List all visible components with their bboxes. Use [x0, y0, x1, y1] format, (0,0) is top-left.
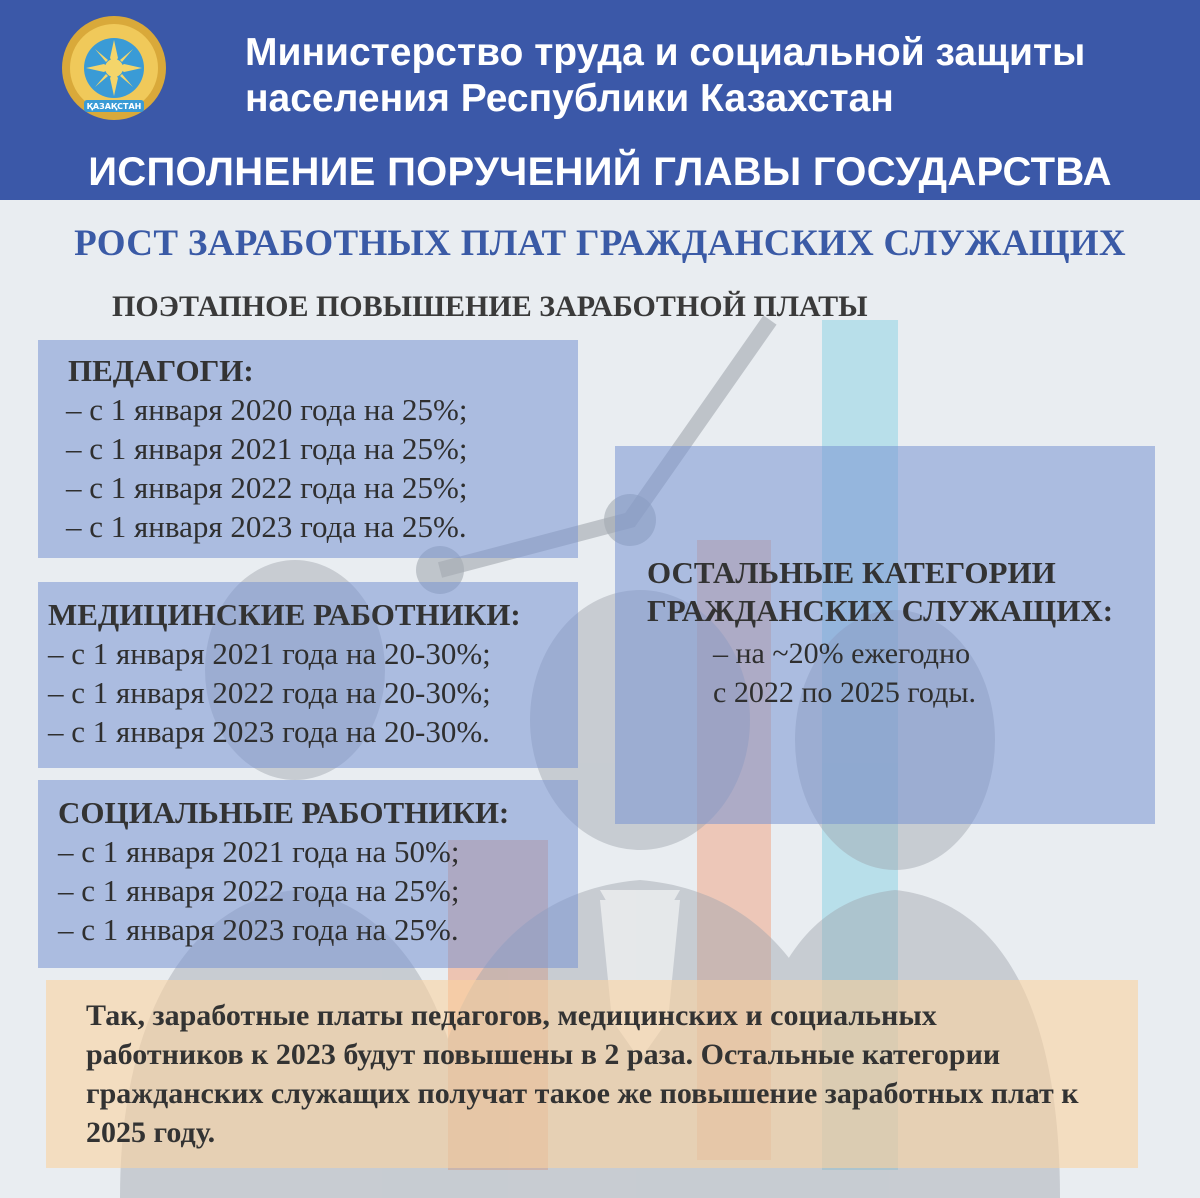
- list-item: – с 1 января 2022 года на 25%;: [66, 470, 468, 505]
- list-item: – с 1 января 2023 года на 25%.: [66, 509, 467, 544]
- list-item: – с 1 января 2021 года на 50%;: [58, 834, 460, 869]
- list-item: – с 1 января 2022 года на 20-30%;: [48, 675, 491, 710]
- state-emblem-icon: [58, 12, 170, 124]
- others-note: [713, 634, 1133, 712]
- main-title: РОСТ ЗАРАБОТНЫХ ПЛАТ ГРАЖДАНСКИХ СЛУЖАЩИХ: [74, 223, 1126, 264]
- others-title-line-2: ГРАЖДАНСКИХ СЛУЖАЩИХ:: [647, 593, 1114, 628]
- list-item: – с 1 января 2021 года на 25%;: [66, 431, 468, 466]
- summary-box: Так, заработные платы педагогов, медицинских и социальных работников к 2023 будут повышены в 2 раза. Остальные категории гражданских служащих получат такое же повышение заработных плат к 2025 году.: [46, 980, 1138, 1168]
- others-note-line-2: с 2022 по 2025 годы.: [713, 676, 976, 709]
- header-bar: [0, 0, 1200, 200]
- banner-title: ИСПОЛНЕНИЕ ПОРУЧЕНИЙ ГЛАВЫ ГОСУДАРСТВА: [88, 150, 1112, 194]
- subtitle: ПОЭТАПНОЕ ПОВЫШЕНИЕ ЗАРАБОТНОЙ ПЛАТЫ: [112, 290, 868, 323]
- emblem-label: ҚАЗАҚСТАН: [86, 102, 142, 111]
- medical-panel: [38, 582, 578, 768]
- others-panel: [615, 446, 1155, 824]
- list-item: – с 1 января 2023 года на 25%.: [58, 912, 459, 947]
- others-note-line-1: – на ~20% ежегодно: [713, 637, 971, 670]
- teachers-title: ПЕДАГОГИ:: [68, 353, 254, 388]
- social-list: [58, 832, 578, 949]
- medical-list: [48, 634, 578, 751]
- list-item: – с 1 января 2022 года на 25%;: [58, 873, 460, 908]
- medical-title: МЕДИЦИНСКИЕ РАБОТНИКИ:: [48, 597, 521, 632]
- list-item: – с 1 января 2023 года на 20-30%.: [48, 714, 490, 749]
- others-title: [647, 554, 1147, 630]
- ministry-line-1: Министерство труда и социальной защиты: [245, 31, 1086, 74]
- social-panel: [38, 780, 578, 968]
- social-title: СОЦИАЛЬНЫЕ РАБОТНИКИ:: [58, 795, 510, 830]
- list-item: – с 1 января 2020 года на 25%;: [66, 392, 468, 427]
- teachers-list: [38, 390, 578, 546]
- others-title-line-1: ОСТАЛЬНЫЕ КАТЕГОРИИ: [647, 555, 1056, 590]
- ministry-name: [245, 30, 1185, 122]
- ministry-line-2: населения Республики Казахстан: [245, 77, 894, 120]
- list-item: – с 1 января 2021 года на 20-30%;: [48, 636, 491, 671]
- teachers-panel: [38, 340, 578, 558]
